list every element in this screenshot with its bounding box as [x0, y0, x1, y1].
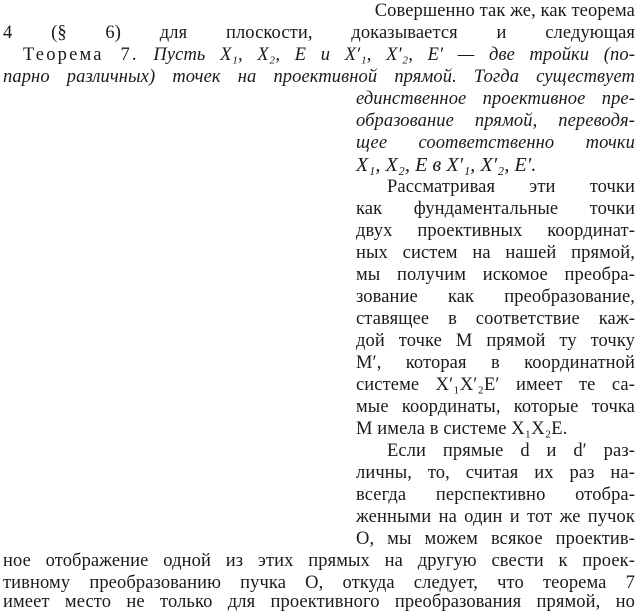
remark-col-line-3: всегда перспективно отобра-: [356, 485, 635, 505]
proof-line-9: M′, которая в координатной: [356, 353, 635, 373]
remark-col-line-1: Если прямые d и d′ раз-: [387, 441, 635, 461]
theorem-text-1: Пусть X₁, X₂, E и X′₁, X′₂, E′ — две тройки (по-: [153, 45, 636, 65]
remark-full-line-2: тивному преобразованию пучка O, откуда следует, что теорема 7: [3, 573, 635, 593]
proof-line-8: дой точке M прямой ту точку: [356, 331, 635, 351]
intro-line-2: 4 (§ 6) для плоскости, доказывается и следующая: [3, 23, 635, 43]
proof-line-10: системе X′₁X′₂E′ имеет те са-: [356, 375, 635, 395]
proof-line-4: ных систем на нашей прямой,: [356, 243, 635, 263]
proof-line-7: ставящее в соответствие каж-: [356, 309, 635, 329]
proof-line-11: мые координаты, которые точка: [356, 397, 635, 417]
theorem-line-2: парно различных) точек на проективной прямой. Тогда существует: [3, 67, 635, 87]
intro-line-1: Совершенно так же, как теорема: [374, 1, 635, 21]
figure-space: [0, 88, 340, 508]
theorem-col-line-2: образование прямой, переводя-: [356, 111, 635, 131]
proof-line-3: двух проективных координат-: [356, 221, 635, 241]
remark-full-line-1: ное отображение одной из этих прямых на другую свести к проек-: [3, 551, 635, 571]
remark-col-line-4: женными на один и тот же пучок: [356, 507, 635, 527]
proof-line-6: зование как преобразование,: [356, 287, 635, 307]
theorem-col-line-4: X₁, X₂, E в X′₁, X′₂, E′.: [356, 154, 537, 176]
theorem-line-1: [23, 44, 635, 66]
remark-col-line-2: личны, то, считая их раз на-: [356, 463, 635, 483]
remark-full-line-3: имеет место не только для проективного преобразования прямой, но: [3, 592, 635, 612]
theorem-col-line-1: единственное проективное пре-: [356, 89, 635, 109]
theorem-col-line-3: щее соответственно точки: [356, 133, 635, 153]
theorem-label: Теорема 7.: [23, 45, 139, 65]
remark-col-line-5: O, мы можем всякое проектив-: [356, 529, 635, 549]
proof-line-1: Рассматривая эти точки: [387, 177, 635, 197]
proof-line-2: как фундаментальные точки: [356, 199, 635, 219]
proof-line-12: M имела в системе X₁X₂E.: [356, 419, 568, 439]
proof-line-5: мы получим искомое преобра-: [356, 265, 635, 285]
